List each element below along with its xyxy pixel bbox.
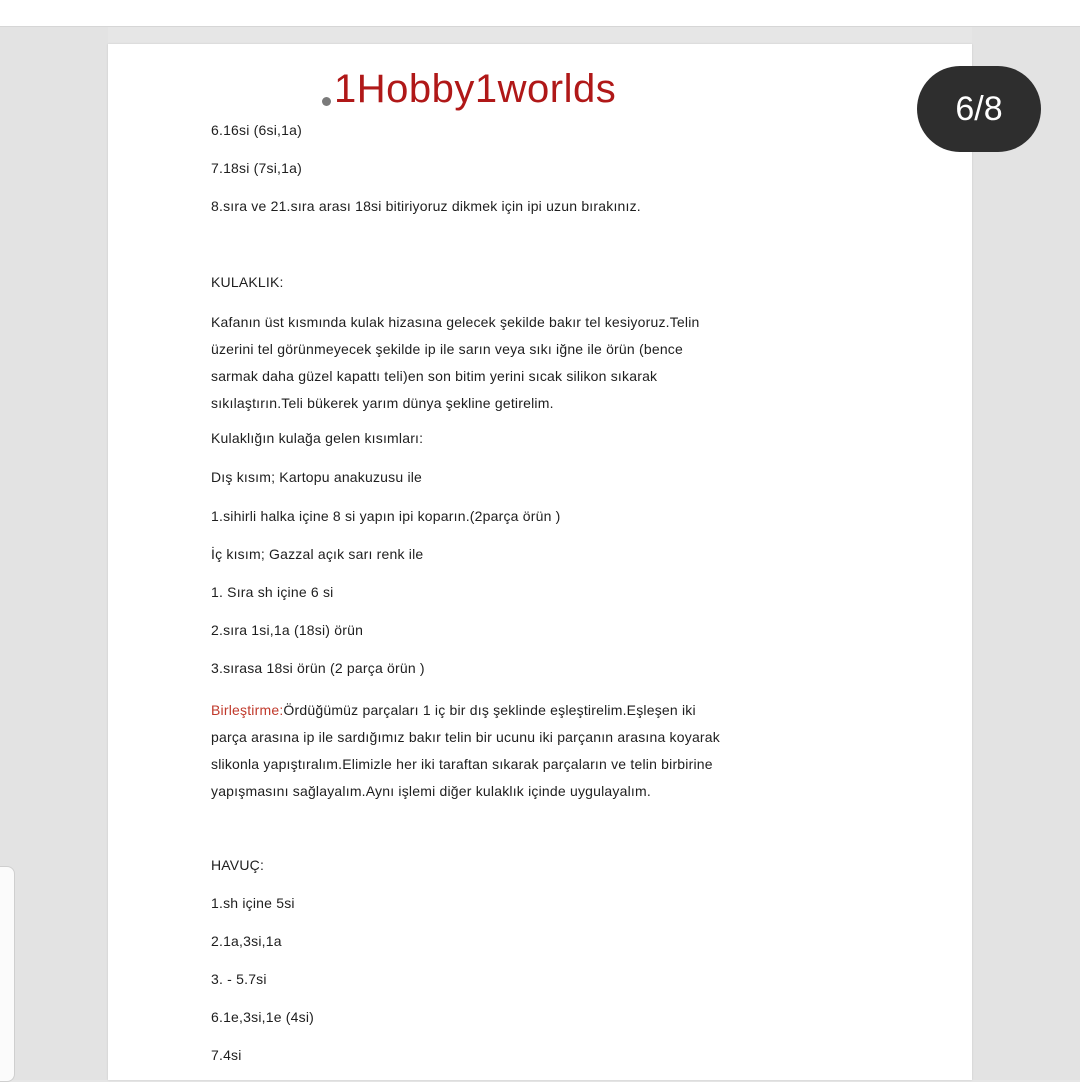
brand-text: 1Hobby1worlds <box>334 67 617 111</box>
browser-top-bar <box>0 0 1080 27</box>
list-item: 6.1e,3si,1e (4si) <box>211 1009 315 1025</box>
paragraph-line: parça arasına ip ile sardığımız bakır telin bir ucunu iki parçanın arasına koyarak <box>211 729 720 745</box>
side-panel-tab[interactable] <box>0 866 15 1082</box>
list-item: 7.4si <box>211 1047 242 1063</box>
list-item: 2.sıra 1si,1a (18si) örün <box>211 622 364 638</box>
brand-watermark <box>322 64 616 114</box>
kulaklik-paragraph <box>211 309 851 417</box>
list-item: 2.1a,3si,1a <box>211 933 282 949</box>
list-item: İç kısım; Gazzal açık sarı renk ile <box>211 546 424 562</box>
line-6: 6.16si (6si,1a) <box>211 122 302 138</box>
line-7: 7.18si (7si,1a) <box>211 160 302 176</box>
line-8: 8.sıra ve 21.sıra arası 18si bitiriyoruz dikmek için ipi uzun bırakınız. <box>211 198 641 214</box>
paragraph-line: sıkılaştırın.Teli bükerek yarım dünya şekline getirelim. <box>211 395 554 411</box>
section-heading-kulaklik: KULAKLIK: <box>211 274 284 290</box>
paragraph-line: Kafanın üst kısmında kulak hizasına gelecek şekilde bakır tel kesiyoruz.Telin <box>211 314 700 330</box>
list-item: 3.sırasa 18si örün (2 parça örün ) <box>211 660 425 676</box>
paragraph-line: slikonla yapıştıralım.Elimizle her iki taraftan sıkarak parçaların ve telin birbirine <box>211 756 713 772</box>
list-item: Dış kısım; Kartopu anakuzusu ile <box>211 469 423 485</box>
birlestirme-paragraph <box>211 697 851 805</box>
paragraph-line: yapışmasını sağlayalım.Aynı işlemi diğer kulaklık içinde uygulayalım. <box>211 783 651 799</box>
list-item: 1.sihirli halka içine 8 si yapın ipi koparın.(2parça örün ) <box>211 508 561 524</box>
list-item: 1. Sıra sh içine 6 si <box>211 584 334 600</box>
paragraph-line: sarmak daha güzel kapattı teli)en son bitim yerini sıcak silikon sıkarak <box>211 368 658 384</box>
list-item: 1.sh içine 5si <box>211 895 295 911</box>
birlestirme-first-line: Ördüğümüz parçaları 1 iç bir dış şeklinde eşleştirelim.Eşleşen iki <box>283 702 696 718</box>
list-item: 3. - 5.7si <box>211 971 267 987</box>
paragraph-line <box>211 697 851 724</box>
birlestirme-label: Birleştirme: <box>211 702 284 718</box>
paragraph-line: üzerini tel görünmeyecek şekilde ip ile sarın veya sıkı iğne ile örün (bence <box>211 341 683 357</box>
left-gutter <box>0 27 108 1080</box>
list-item: Kulaklığın kulağa gelen kısımları: <box>211 430 424 446</box>
right-gutter <box>972 27 1080 1080</box>
section-heading-havuc: HAVUÇ: <box>211 857 265 873</box>
brand-dot-icon <box>322 97 331 106</box>
page-counter-badge: 6/8 <box>917 66 1041 152</box>
